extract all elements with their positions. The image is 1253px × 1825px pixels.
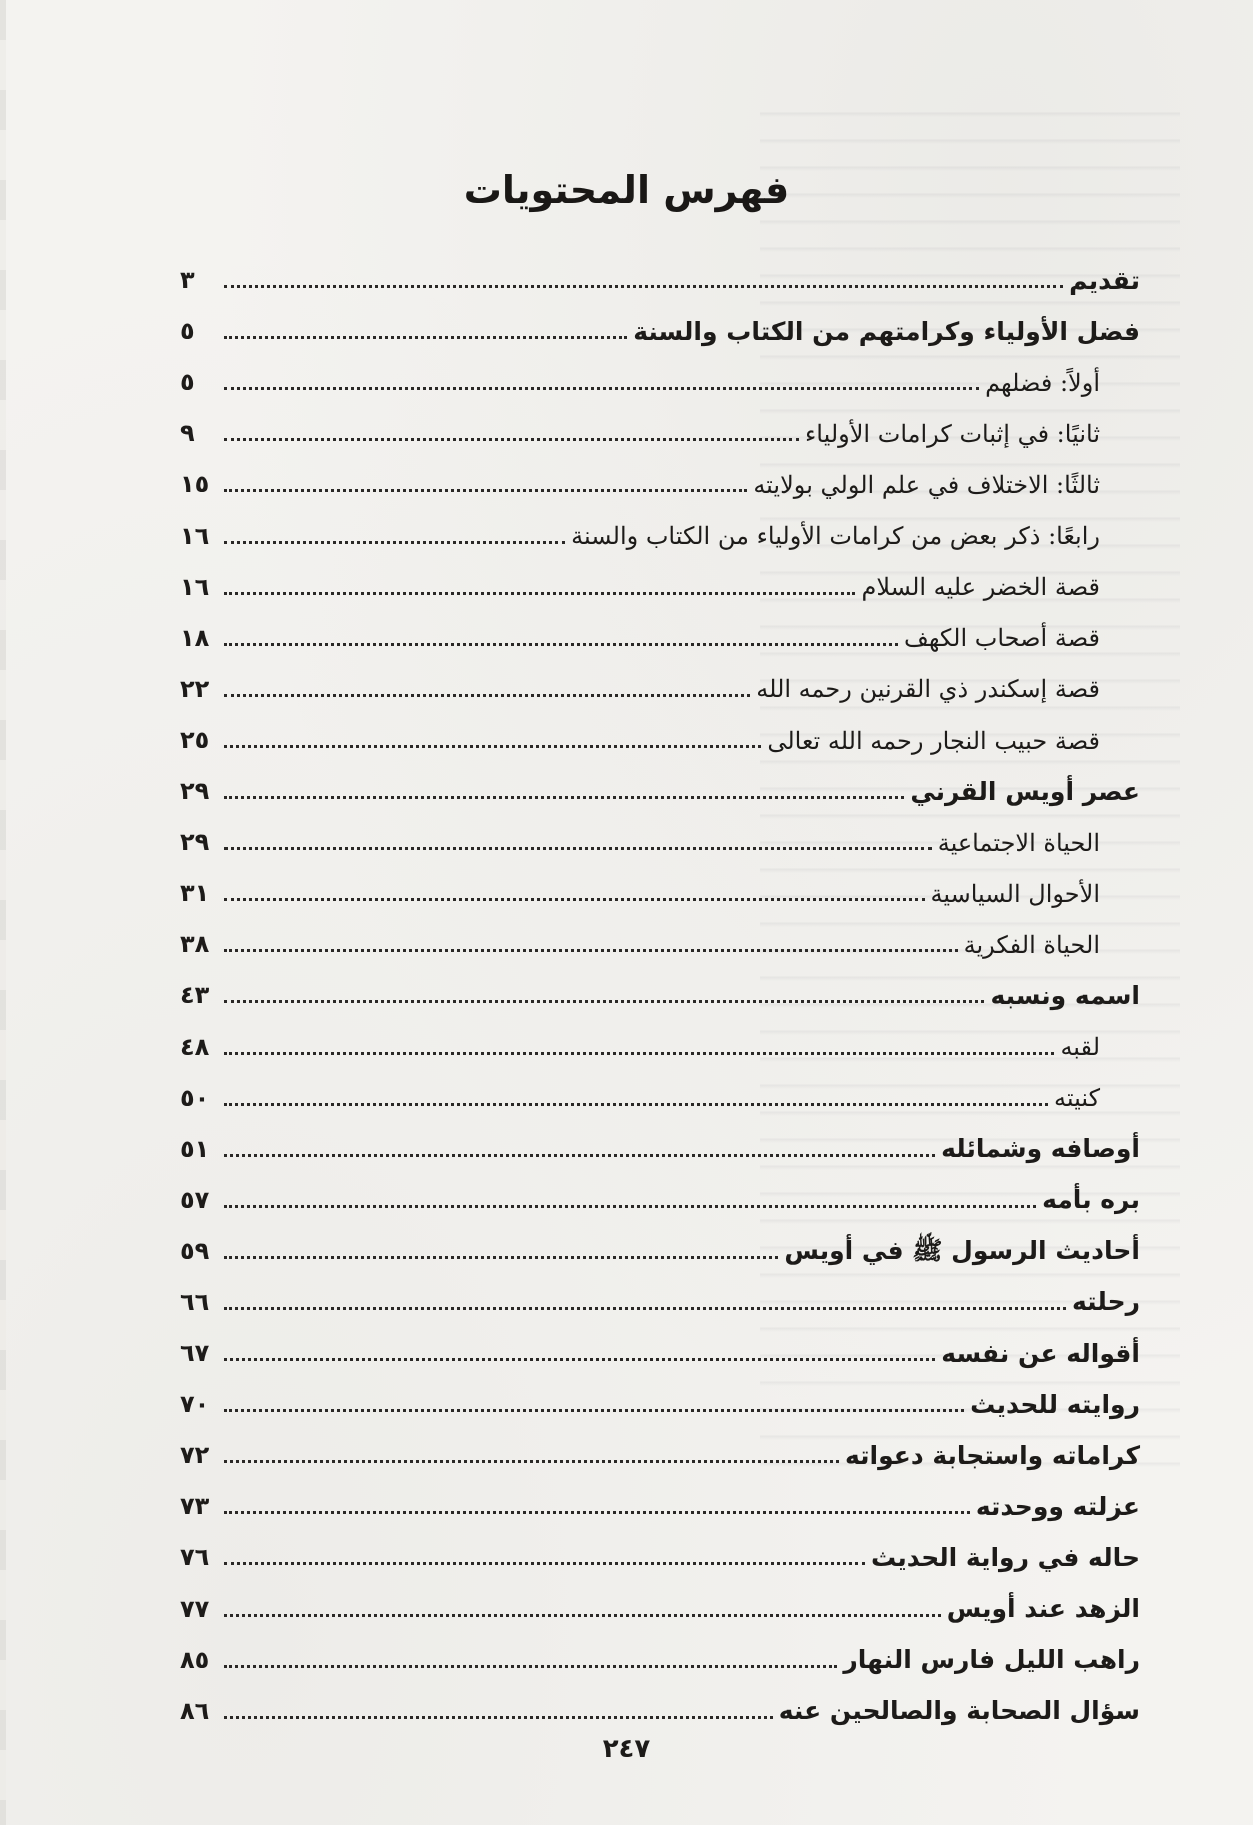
toc-entry-title: كراماته واستجابة دعواته <box>844 1440 1140 1470</box>
toc-entry-page-number: ٣١ <box>180 879 210 908</box>
dot-leader <box>224 489 747 492</box>
toc-entry <box>180 1575 1140 1626</box>
toc-entry-page-number: ٦٧ <box>180 1339 210 1368</box>
toc-entry <box>180 605 1140 656</box>
dot-leader <box>224 1256 778 1259</box>
toc-entry <box>180 1218 1140 1269</box>
toc-entry-title: الحياة الاجتماعية <box>937 828 1100 857</box>
toc-entry <box>180 1371 1140 1422</box>
toc-entry-title: أحاديث الرسول ﷺ في أويس <box>784 1236 1140 1266</box>
dot-leader <box>224 541 565 544</box>
dot-leader <box>224 1307 1066 1310</box>
toc-entry-page-number: ٧٠ <box>180 1390 210 1419</box>
toc-entry <box>180 1167 1140 1218</box>
dot-leader <box>224 1052 1054 1055</box>
toc-entry-title: رحلته <box>1072 1287 1140 1317</box>
toc-entry-page-number: ٣٨ <box>180 930 210 959</box>
toc-entry-page-number: ٩ <box>180 419 195 448</box>
table-of-contents <box>180 247 1140 1729</box>
toc-entry-page-number: ٨٥ <box>180 1645 210 1674</box>
toc-entry <box>180 451 1140 502</box>
toc-entry-title: حاله في رواية الحديث <box>870 1542 1140 1572</box>
toc-entry-page-number: ٥٠ <box>180 1083 210 1112</box>
toc-entry-page-number: ٢٥ <box>180 725 210 754</box>
dot-leader <box>224 796 904 799</box>
toc-entry <box>180 400 1140 451</box>
dot-leader <box>224 1205 1036 1208</box>
dot-leader <box>224 1460 839 1463</box>
toc-entry-title: اسمه ونسبه <box>990 980 1140 1010</box>
dot-leader <box>224 592 855 595</box>
toc-entry <box>180 656 1140 707</box>
dot-leader <box>224 745 761 748</box>
toc-entry-title: أوصافه وشمائله <box>941 1134 1140 1164</box>
toc-entry-title: الزهد عند أويس <box>946 1594 1140 1624</box>
dot-leader <box>224 694 750 697</box>
dot-leader <box>224 285 1063 288</box>
toc-entry-title: لقبه <box>1060 1033 1100 1062</box>
toc-entry-title: كنيته <box>1053 1084 1100 1113</box>
toc-entry <box>180 1678 1140 1729</box>
dot-leader <box>224 438 799 441</box>
toc-entry-title: قصة أصحاب الكهف <box>904 624 1100 653</box>
toc-entry-title: رابعًا: ذكر بعض من كرامات الأولياء من الكتاب والسنة <box>571 522 1100 551</box>
dot-leader <box>224 1154 935 1157</box>
toc-entry-title: أقواله عن نفسه <box>941 1338 1140 1368</box>
toc-entry-page-number: ٢٩ <box>180 828 210 857</box>
toc-entry <box>180 707 1140 758</box>
toc-entry-page-number: ٦٦ <box>180 1287 210 1316</box>
toc-entry-title: بره بأمه <box>1042 1185 1140 1215</box>
toc-entry-title: قصة الخضر عليه السلام <box>861 573 1100 602</box>
toc-entry <box>180 1269 1140 1320</box>
dot-leader <box>224 1511 970 1514</box>
toc-entry <box>180 349 1140 400</box>
dot-leader <box>224 1665 837 1668</box>
dot-leader <box>224 898 925 901</box>
toc-entry-page-number: ١٦ <box>180 572 210 601</box>
dot-leader <box>224 847 932 850</box>
toc-entry <box>180 809 1140 860</box>
dot-leader <box>224 1716 773 1719</box>
toc-entry <box>180 298 1140 349</box>
toc-entry <box>180 962 1140 1013</box>
toc-entry <box>180 1524 1140 1575</box>
dot-leader <box>224 336 627 339</box>
toc-entry <box>180 911 1140 962</box>
dot-leader <box>224 1358 935 1361</box>
toc-entry-title: عزلته ووحدته <box>975 1491 1140 1521</box>
toc-entry-title: قصة إسكندر ذي القرنين رحمه الله <box>756 675 1100 704</box>
toc-entry <box>180 502 1140 553</box>
toc-entry-page-number: ٨٦ <box>180 1696 210 1725</box>
page-edge-shadow <box>0 0 6 1825</box>
toc-entry <box>180 1320 1140 1371</box>
toc-entry-page-number: ٣ <box>180 266 195 295</box>
toc-entry-title: ثانيًا: في إثبات كرامات الأولياء <box>805 419 1100 448</box>
toc-entry-title: روايته للحديث <box>970 1389 1140 1419</box>
toc-entry-page-number: ٤٨ <box>180 1032 210 1061</box>
toc-entry-title: الأحوال السياسية <box>930 879 1100 908</box>
toc-entry-title: عصر أويس القرني <box>910 776 1140 806</box>
toc-entry-title: فضل الأولياء وكرامتهم من الكتاب والسنة <box>633 316 1140 346</box>
toc-entry <box>180 860 1140 911</box>
dot-leader <box>224 1103 1048 1106</box>
toc-entry-title: ثالثًا: الاختلاف في علم الولي بولايته <box>753 471 1100 500</box>
dot-leader <box>224 949 958 952</box>
toc-entry <box>180 1013 1140 1064</box>
toc-entry-page-number: ٥ <box>180 368 195 397</box>
toc-entry-page-number: ٢٩ <box>180 777 210 806</box>
toc-entry <box>180 554 1140 605</box>
dot-leader <box>224 1409 964 1412</box>
toc-entry <box>180 247 1140 298</box>
toc-entry-page-number: ٧٧ <box>180 1594 210 1623</box>
toc-entry-page-number: ٢٢ <box>180 674 210 703</box>
toc-entry-page-number: ٥ <box>180 317 195 346</box>
dot-leader <box>224 643 898 646</box>
toc-entry-page-number: ٥٩ <box>180 1236 210 1265</box>
dot-leader <box>224 1562 865 1565</box>
toc-entry-page-number: ١٥ <box>180 470 210 499</box>
toc-entry-page-number: ٥٧ <box>180 1185 210 1214</box>
toc-entry-page-number: ١٦ <box>180 521 210 550</box>
toc-entry <box>180 758 1140 809</box>
toc-entry <box>180 1116 1140 1167</box>
page-number: ٢٤٧ <box>602 1734 651 1764</box>
toc-entry-title: أولاً: فضلهم <box>985 368 1100 397</box>
toc-entry-title: الحياة الفكرية <box>963 930 1100 959</box>
toc-entry-page-number: ٧٦ <box>180 1543 210 1572</box>
toc-entry <box>180 1065 1140 1116</box>
toc-entry <box>180 1627 1140 1678</box>
toc-entry <box>180 1473 1140 1524</box>
toc-entry-title: سؤال الصحابة والصالحين عنه <box>778 1696 1140 1726</box>
toc-entry-page-number: ٧٣ <box>180 1492 210 1521</box>
toc-entry-page-number: ٤٣ <box>180 981 210 1010</box>
toc-entry-title: قصة حبيب النجار رحمه الله تعالى <box>767 726 1100 755</box>
page-title: فهرس المحتويات <box>463 168 790 212</box>
toc-entry-title: راهب الليل فارس النهار <box>843 1645 1140 1675</box>
toc-entry <box>180 1422 1140 1473</box>
toc-entry-page-number: ١٨ <box>180 623 210 652</box>
toc-entry-page-number: ٧٢ <box>180 1441 210 1470</box>
dot-leader <box>224 1000 984 1003</box>
toc-entry-page-number: ٥١ <box>180 1134 210 1163</box>
dot-leader <box>224 1614 941 1617</box>
dot-leader <box>224 387 979 390</box>
toc-entry-title: تقديم <box>1069 265 1140 295</box>
